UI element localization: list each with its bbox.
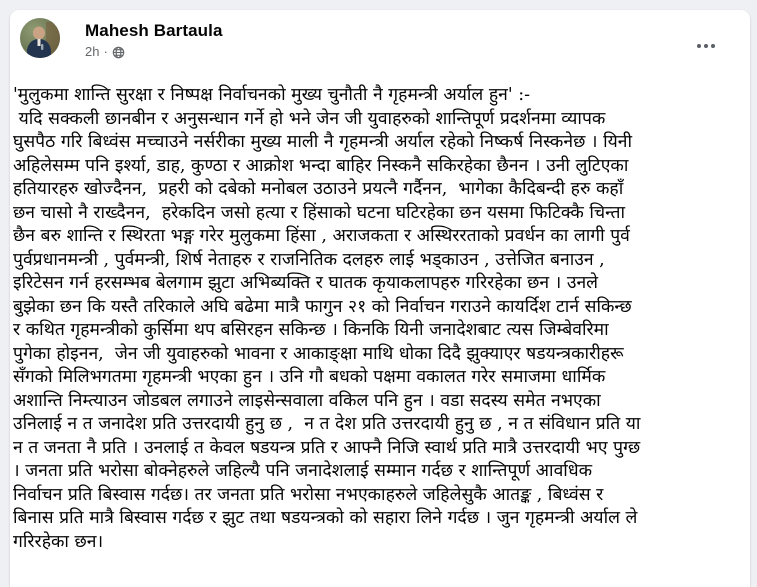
post-text-line: अशान्ति निम्त्याउन जोडबल लगाउने लाइसेन्सवाला वकिल पनि हुन । वडा सदस्य समेत नभएका [13, 390, 601, 411]
post-header [20, 18, 740, 62]
post-text-line: छन चासो नै राख्दैनन, हरेकदिन जसो हत्या र हिंसाको घटना घटिरहेका छन यसमा फिटिक्कै चिन्ता [13, 202, 625, 223]
post-text-line: घुसपैठ गरि बिध्वंस मच्चाउने नर्सरीका मुख्य माली नै गृहमन्त्री अर्याल रहेको निष्कर्ष निस्कनेछ । यिनी [13, 132, 633, 152]
post-text-line: निर्वाचन प्रति बिस्वास गर्दछ। तर जनता प्रति भरोसा नभएकाहरुले जहिलेसुकै आतङ्क , बिध्वंस र [13, 484, 604, 505]
post-text-line: पुर्वप्रधानमन्त्री , पुर्वमन्त्री, शिर्ष नेताहरु र राजनितिक दलहरु लाई भड्काउन , उत्तेजित बनाउन , [13, 249, 605, 270]
avatar-photo-placeholder [20, 18, 60, 58]
post-text [13, 84, 745, 554]
post-text-line: इरिटेसन गर्न हरसम्भब बेलगाम झुटा अभिब्यक्ति र घातक कृयाकलापहरु गरिरहेका छन । उनले [13, 273, 599, 293]
post-text-line: गरिरहेका छन। [13, 531, 104, 552]
ellipsis-icon [711, 44, 715, 48]
post-options-button[interactable] [690, 32, 722, 60]
ellipsis-icon [704, 44, 708, 48]
post-text-line: उनिलाई न त जनादेश प्रति उत्तरदायी हुनु छ , न त देश प्रति उत्तरदायी हुनु छ , न त संविधान प्रति या [13, 414, 641, 434]
post-text-line: हतियारहरु खोज्दैनन, प्रहरी को दबेको मनोबल उठाउने प्रयत्नै गर्दैनन, भागेका कैदिबन्दी हरु कहाँ [13, 179, 624, 199]
post-text-line: पुगेका होइनन, जेन जी युवाहरुको भावना र आकाङ्क्षा माथि धोका दिदै झुक्याएर षडयन्त्रकारीहरू [13, 343, 624, 364]
avatar[interactable] [20, 18, 60, 58]
post-text-line: र कथित गृहमन्त्रीको कुर्सिमा थप बसिरहन सकिन्छ । किनकि यिनी जनादेशबाट त्यस जिम्बेवरिमा [13, 320, 609, 340]
post-text-line: । जनता प्रति भरोसा बोक्नेहरुले जहिल्यै पनि जनादेशलाई सम्मान गर्दछ र शान्तिपूर्ण आवधिक [13, 461, 593, 481]
post-text-line: अहिलेसम्म पनि इर्श्या, डाह, कुण्ठा र आक्रोश भन्दा बाहिर निस्कनै सकिरहेका छैनन । उनी लुटिएका [13, 155, 629, 176]
meta-separator: · [103, 44, 108, 59]
ellipsis-icon [697, 44, 701, 48]
globe-icon [112, 46, 125, 59]
post-card [10, 10, 750, 587]
author-name[interactable]: Mahesh Bartaula [85, 21, 223, 40]
post-meta [85, 44, 125, 59]
post-text-line: सँगको मिलिभगतमा गृहमन्त्री भएका हुन । उनि गौ बधको पक्षमा वकालत गरेर समाजमा धार्मिक [13, 367, 606, 387]
post-text-line: यदि सक्कली छानबीन र अनुसन्धान गर्ने हो भने जेन जी युवाहरुको शान्तिपूर्ण प्रदर्शनमा व्यापक [13, 108, 606, 129]
post-text-line: 'मुलुकमा शान्ति सुरक्षा र निष्पक्ष निर्वाचनको मुख्य चुनौती नै गृहमन्त्री अर्याल हुन' :- [13, 85, 531, 105]
post-text-line: न त जनता नै प्रति । उनलाई त केवल षडयन्त्र प्रति र आफ्नै निजि स्वार्थ प्रति मात्रै उत्तरदायी भए पुग्छ [13, 437, 641, 458]
post-text-line: छैन बरु शान्ति र स्थिरता भङ्ग गरेर मुलुकमा हिंसा , अराजकता र अस्थिररताको प्रवर्धन का लागी पुर्व [13, 226, 630, 246]
timestamp[interactable]: 2h [85, 44, 100, 59]
post-text-line: बिनास प्रति मात्रै बिस्वास गर्दछ र झुट तथा षडयन्त्रको को सहारा लिने गर्दछ । जुन गृहमन्त्री अर्याल ले [13, 508, 638, 528]
post-text-line: बुझेका छन कि यस्तै तरिकाले अघि बढेमा मात्रै फागुन २१ को निर्वाचन गराउने कायर्दिश टार्न सकिन्छ [13, 296, 632, 317]
